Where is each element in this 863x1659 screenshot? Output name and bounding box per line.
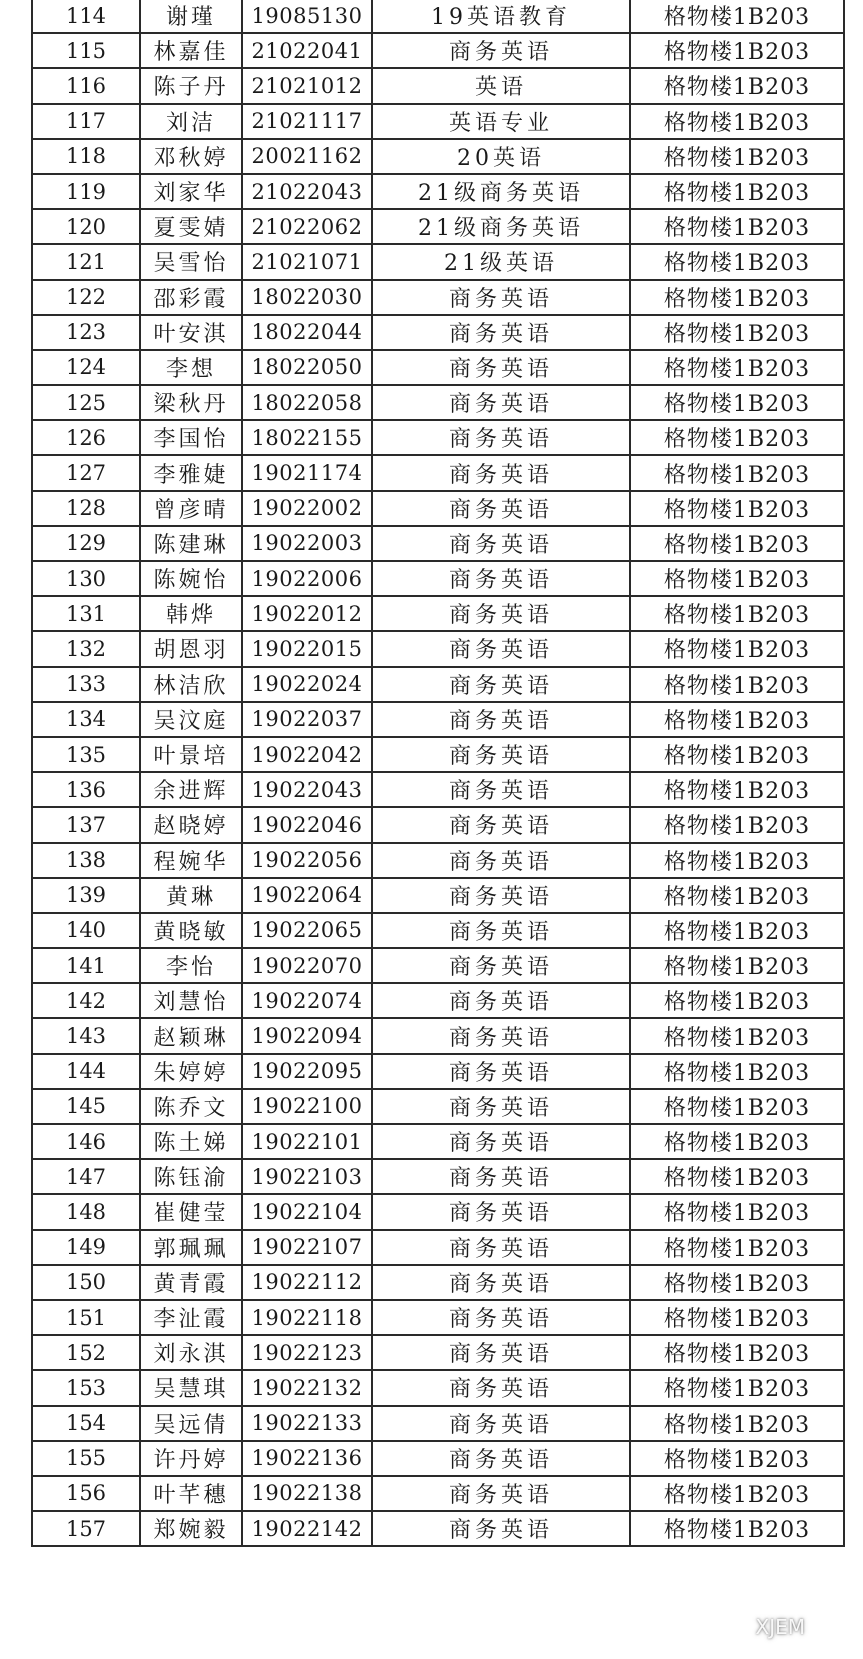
table-row	[32, 737, 844, 772]
major-cell: 19英语教育	[372, 0, 630, 33]
row-number-cell: 114	[32, 0, 140, 33]
student-name-cell: 叶芊穗	[140, 1476, 242, 1511]
student-id-cell: 19022132	[242, 1370, 372, 1405]
room-cell: 格物楼1B203	[630, 983, 844, 1018]
room-cell: 格物楼1B203	[630, 280, 844, 315]
roster-table	[31, 0, 845, 1547]
major-cell: 商务英语	[372, 948, 630, 983]
table-row	[32, 280, 844, 315]
table-row	[32, 702, 844, 737]
row-number-cell: 125	[32, 385, 140, 420]
room-cell: 格物楼1B203	[630, 33, 844, 68]
table-row	[32, 983, 844, 1018]
major-cell: 商务英语	[372, 1054, 630, 1089]
row-number-cell: 148	[32, 1194, 140, 1229]
student-id-cell: 19022002	[242, 491, 372, 526]
row-number-cell: 137	[32, 807, 140, 842]
room-cell: 格物楼1B203	[630, 139, 844, 174]
major-cell: 商务英语	[372, 913, 630, 948]
student-name-cell: 黄青霞	[140, 1265, 242, 1300]
room-cell: 格物楼1B203	[630, 1406, 844, 1441]
table-row	[32, 420, 844, 455]
table-row	[32, 174, 844, 209]
room-cell: 格物楼1B203	[630, 209, 844, 244]
student-id-cell: 18022030	[242, 280, 372, 315]
student-id-cell: 19022037	[242, 702, 372, 737]
table-row	[32, 561, 844, 596]
room-cell: 格物楼1B203	[630, 843, 844, 878]
table-row	[32, 0, 844, 33]
room-cell: 格物楼1B203	[630, 104, 844, 139]
room-cell: 格物楼1B203	[630, 948, 844, 983]
student-name-cell: 陈建琳	[140, 526, 242, 561]
major-cell: 商务英语	[372, 1511, 630, 1546]
row-number-cell: 127	[32, 455, 140, 490]
student-id-cell: 18022044	[242, 315, 372, 350]
table-row	[32, 843, 844, 878]
major-cell: 商务英语	[372, 1335, 630, 1370]
major-cell: 商务英语	[372, 878, 630, 913]
student-name-cell: 吴远倩	[140, 1406, 242, 1441]
row-number-cell: 123	[32, 315, 140, 350]
wechat-icon	[726, 1616, 748, 1638]
student-name-cell: 郭珮珮	[140, 1230, 242, 1265]
student-id-cell: 19022065	[242, 913, 372, 948]
student-name-cell: 曾彦晴	[140, 491, 242, 526]
table-row	[32, 1406, 844, 1441]
student-id-cell: 19022103	[242, 1159, 372, 1194]
major-cell: 商务英语	[372, 631, 630, 666]
student-id-cell: 19022024	[242, 667, 372, 702]
major-cell: 商务英语	[372, 280, 630, 315]
row-number-cell: 157	[32, 1511, 140, 1546]
row-number-cell: 119	[32, 174, 140, 209]
table-row	[32, 1054, 844, 1089]
watermark-text: XJEM	[755, 1615, 805, 1639]
student-name-cell: 李雅婕	[140, 455, 242, 490]
row-number-cell: 120	[32, 209, 140, 244]
student-name-cell: 朱婷婷	[140, 1054, 242, 1089]
row-number-cell: 147	[32, 1159, 140, 1194]
room-cell: 格物楼1B203	[630, 878, 844, 913]
student-name-cell: 吴雪怡	[140, 244, 242, 279]
table-row	[32, 596, 844, 631]
student-id-cell: 18022050	[242, 350, 372, 385]
room-cell: 格物楼1B203	[630, 667, 844, 702]
table-row	[32, 1335, 844, 1370]
row-number-cell: 126	[32, 420, 140, 455]
student-name-cell: 许丹婷	[140, 1441, 242, 1476]
room-cell: 格物楼1B203	[630, 491, 844, 526]
student-name-cell: 叶景培	[140, 737, 242, 772]
major-cell: 商务英语	[372, 491, 630, 526]
major-cell: 商务英语	[372, 561, 630, 596]
room-cell: 格物楼1B203	[630, 1476, 844, 1511]
row-number-cell: 139	[32, 878, 140, 913]
student-name-cell: 叶安淇	[140, 315, 242, 350]
row-number-cell: 134	[32, 702, 140, 737]
major-cell: 商务英语	[372, 315, 630, 350]
table-row	[32, 1194, 844, 1229]
student-name-cell: 黄晓敏	[140, 913, 242, 948]
table-row	[32, 948, 844, 983]
table-row	[32, 350, 844, 385]
major-cell: 商务英语	[372, 596, 630, 631]
table-row	[32, 491, 844, 526]
room-cell: 格物楼1B203	[630, 561, 844, 596]
row-number-cell: 149	[32, 1230, 140, 1265]
row-number-cell: 150	[32, 1265, 140, 1300]
room-cell: 格物楼1B203	[630, 1124, 844, 1159]
major-cell: 商务英语	[372, 667, 630, 702]
table-row	[32, 878, 844, 913]
student-id-cell: 19022112	[242, 1265, 372, 1300]
table-row	[32, 315, 844, 350]
student-name-cell: 郑婉毅	[140, 1511, 242, 1546]
student-name-cell: 林嘉佳	[140, 33, 242, 68]
row-number-cell: 143	[32, 1018, 140, 1053]
student-name-cell: 李沚霞	[140, 1300, 242, 1335]
table-row	[32, 1265, 844, 1300]
row-number-cell: 115	[32, 33, 140, 68]
student-id-cell: 18022155	[242, 420, 372, 455]
row-number-cell: 145	[32, 1089, 140, 1124]
row-number-cell: 128	[32, 491, 140, 526]
room-cell: 格物楼1B203	[630, 702, 844, 737]
major-cell: 商务英语	[372, 1370, 630, 1405]
student-id-cell: 19022138	[242, 1476, 372, 1511]
row-number-cell: 131	[32, 596, 140, 631]
major-cell: 商务英语	[372, 526, 630, 561]
room-cell: 格物楼1B203	[630, 913, 844, 948]
student-name-cell: 夏雯婧	[140, 209, 242, 244]
room-cell: 格物楼1B203	[630, 0, 844, 33]
student-name-cell: 邓秋婷	[140, 139, 242, 174]
student-id-cell: 19022042	[242, 737, 372, 772]
major-cell: 商务英语	[372, 1406, 630, 1441]
student-name-cell: 刘慧怡	[140, 983, 242, 1018]
room-cell: 格物楼1B203	[630, 631, 844, 666]
table-row	[32, 526, 844, 561]
table-row	[32, 209, 844, 244]
room-cell: 格物楼1B203	[630, 244, 844, 279]
row-number-cell: 135	[32, 737, 140, 772]
row-number-cell: 144	[32, 1054, 140, 1089]
major-cell: 商务英语	[372, 983, 630, 1018]
student-id-cell: 19022142	[242, 1511, 372, 1546]
student-id-cell: 21022062	[242, 209, 372, 244]
student-name-cell: 吴慧琪	[140, 1370, 242, 1405]
row-number-cell: 152	[32, 1335, 140, 1370]
major-cell: 21级英语	[372, 244, 630, 279]
student-name-cell: 黄琳	[140, 878, 242, 913]
student-name-cell: 陈婉怡	[140, 561, 242, 596]
student-id-cell: 19022012	[242, 596, 372, 631]
table-row	[32, 807, 844, 842]
row-number-cell: 129	[32, 526, 140, 561]
room-cell: 格物楼1B203	[630, 350, 844, 385]
table-row	[32, 1018, 844, 1053]
room-cell: 格物楼1B203	[630, 420, 844, 455]
table-row	[32, 385, 844, 420]
row-number-cell: 132	[32, 631, 140, 666]
student-id-cell: 20021162	[242, 139, 372, 174]
major-cell: 商务英语	[372, 33, 630, 68]
table-row	[32, 33, 844, 68]
row-number-cell: 138	[32, 843, 140, 878]
student-id-cell: 19022015	[242, 631, 372, 666]
table-row	[32, 631, 844, 666]
table-row	[32, 1441, 844, 1476]
student-name-cell: 胡恩羽	[140, 631, 242, 666]
table-row	[32, 1230, 844, 1265]
major-cell: 商务英语	[372, 420, 630, 455]
student-name-cell: 梁秋丹	[140, 385, 242, 420]
row-number-cell: 118	[32, 139, 140, 174]
row-number-cell: 124	[32, 350, 140, 385]
room-cell: 格物楼1B203	[630, 385, 844, 420]
table-row	[32, 1370, 844, 1405]
major-cell: 英语专业	[372, 104, 630, 139]
major-cell: 商务英语	[372, 807, 630, 842]
room-cell: 格物楼1B203	[630, 772, 844, 807]
major-cell: 21级商务英语	[372, 174, 630, 209]
table-row	[32, 1124, 844, 1159]
major-cell: 商务英语	[372, 843, 630, 878]
student-id-cell: 19022006	[242, 561, 372, 596]
student-id-cell: 19022107	[242, 1230, 372, 1265]
student-name-cell: 吴汶庭	[140, 702, 242, 737]
student-name-cell: 陈子丹	[140, 68, 242, 103]
major-cell: 商务英语	[372, 1089, 630, 1124]
row-number-cell: 121	[32, 244, 140, 279]
major-cell: 20英语	[372, 139, 630, 174]
table-row	[32, 1089, 844, 1124]
major-cell: 商务英语	[372, 455, 630, 490]
student-id-cell: 19022095	[242, 1054, 372, 1089]
student-id-cell: 19022094	[242, 1018, 372, 1053]
student-id-cell: 19085130	[242, 0, 372, 33]
major-cell: 商务英语	[372, 1124, 630, 1159]
student-id-cell: 19022118	[242, 1300, 372, 1335]
student-id-cell: 19022104	[242, 1194, 372, 1229]
row-number-cell: 153	[32, 1370, 140, 1405]
student-id-cell: 19022070	[242, 948, 372, 983]
room-cell: 格物楼1B203	[630, 68, 844, 103]
student-name-cell: 陈乔文	[140, 1089, 242, 1124]
student-id-cell: 21022043	[242, 174, 372, 209]
major-cell: 21级商务英语	[372, 209, 630, 244]
room-cell: 格物楼1B203	[630, 1335, 844, 1370]
row-number-cell: 146	[32, 1124, 140, 1159]
roster-table-body	[32, 0, 844, 1546]
room-cell: 格物楼1B203	[630, 1265, 844, 1300]
room-cell: 格物楼1B203	[630, 1441, 844, 1476]
room-cell: 格物楼1B203	[630, 1159, 844, 1194]
student-id-cell: 19022101	[242, 1124, 372, 1159]
room-cell: 格物楼1B203	[630, 526, 844, 561]
major-cell: 商务英语	[372, 385, 630, 420]
row-number-cell: 142	[32, 983, 140, 1018]
table-row	[32, 913, 844, 948]
major-cell: 商务英语	[372, 737, 630, 772]
table-row	[32, 1300, 844, 1335]
table-row	[32, 104, 844, 139]
row-number-cell: 130	[32, 561, 140, 596]
table-row	[32, 1159, 844, 1194]
student-name-cell: 刘洁	[140, 104, 242, 139]
table-row	[32, 1476, 844, 1511]
room-cell: 格物楼1B203	[630, 807, 844, 842]
row-number-cell: 154	[32, 1406, 140, 1441]
student-id-cell: 21022041	[242, 33, 372, 68]
major-cell: 商务英语	[372, 702, 630, 737]
row-number-cell: 151	[32, 1300, 140, 1335]
student-name-cell: 邵彩霞	[140, 280, 242, 315]
student-name-cell: 陈钰渝	[140, 1159, 242, 1194]
student-name-cell: 赵晓婷	[140, 807, 242, 842]
student-name-cell: 李国怡	[140, 420, 242, 455]
major-cell: 商务英语	[372, 1441, 630, 1476]
student-name-cell: 韩烨	[140, 596, 242, 631]
major-cell: 商务英语	[372, 1476, 630, 1511]
table-row	[32, 667, 844, 702]
room-cell: 格物楼1B203	[630, 1230, 844, 1265]
major-cell: 商务英语	[372, 1265, 630, 1300]
major-cell: 英语	[372, 68, 630, 103]
major-cell: 商务英语	[372, 350, 630, 385]
student-name-cell: 李想	[140, 350, 242, 385]
student-name-cell: 程婉华	[140, 843, 242, 878]
student-id-cell: 18022058	[242, 385, 372, 420]
table-row	[32, 139, 844, 174]
student-id-cell: 19022123	[242, 1335, 372, 1370]
row-number-cell: 156	[32, 1476, 140, 1511]
table-row	[32, 455, 844, 490]
major-cell: 商务英语	[372, 1194, 630, 1229]
student-name-cell: 陈土娣	[140, 1124, 242, 1159]
major-cell: 商务英语	[372, 772, 630, 807]
table-row	[32, 772, 844, 807]
room-cell: 格物楼1B203	[630, 1054, 844, 1089]
student-id-cell: 21021071	[242, 244, 372, 279]
major-cell: 商务英语	[372, 1230, 630, 1265]
room-cell: 格物楼1B203	[630, 1511, 844, 1546]
room-cell: 格物楼1B203	[630, 174, 844, 209]
room-cell: 格物楼1B203	[630, 1370, 844, 1405]
major-cell: 商务英语	[372, 1300, 630, 1335]
room-cell: 格物楼1B203	[630, 455, 844, 490]
watermark	[726, 1615, 806, 1639]
student-name-cell: 刘永淇	[140, 1335, 242, 1370]
room-cell: 格物楼1B203	[630, 1089, 844, 1124]
row-number-cell: 136	[32, 772, 140, 807]
room-cell: 格物楼1B203	[630, 737, 844, 772]
row-number-cell: 116	[32, 68, 140, 103]
row-number-cell: 133	[32, 667, 140, 702]
student-id-cell: 19022043	[242, 772, 372, 807]
row-number-cell: 141	[32, 948, 140, 983]
row-number-cell: 117	[32, 104, 140, 139]
student-name-cell: 林洁欣	[140, 667, 242, 702]
student-name-cell: 李怡	[140, 948, 242, 983]
table-row	[32, 244, 844, 279]
student-id-cell: 19022046	[242, 807, 372, 842]
row-number-cell: 155	[32, 1441, 140, 1476]
room-cell: 格物楼1B203	[630, 1018, 844, 1053]
student-id-cell: 19021174	[242, 455, 372, 490]
student-id-cell: 21021012	[242, 68, 372, 103]
major-cell: 商务英语	[372, 1018, 630, 1053]
student-id-cell: 21021117	[242, 104, 372, 139]
student-id-cell: 19022133	[242, 1406, 372, 1441]
student-name-cell: 谢瑾	[140, 0, 242, 33]
student-name-cell: 刘家华	[140, 174, 242, 209]
student-name-cell: 崔健莹	[140, 1194, 242, 1229]
room-cell: 格物楼1B203	[630, 1194, 844, 1229]
student-id-cell: 19022100	[242, 1089, 372, 1124]
room-cell: 格物楼1B203	[630, 315, 844, 350]
student-id-cell: 19022136	[242, 1441, 372, 1476]
room-cell: 格物楼1B203	[630, 596, 844, 631]
table-row	[32, 1511, 844, 1546]
student-id-cell: 19022074	[242, 983, 372, 1018]
student-id-cell: 19022064	[242, 878, 372, 913]
student-name-cell: 余进辉	[140, 772, 242, 807]
room-cell: 格物楼1B203	[630, 1300, 844, 1335]
student-id-cell: 19022003	[242, 526, 372, 561]
table-row	[32, 68, 844, 103]
major-cell: 商务英语	[372, 1159, 630, 1194]
student-id-cell: 19022056	[242, 843, 372, 878]
row-number-cell: 140	[32, 913, 140, 948]
row-number-cell: 122	[32, 280, 140, 315]
student-name-cell: 赵颖琳	[140, 1018, 242, 1053]
